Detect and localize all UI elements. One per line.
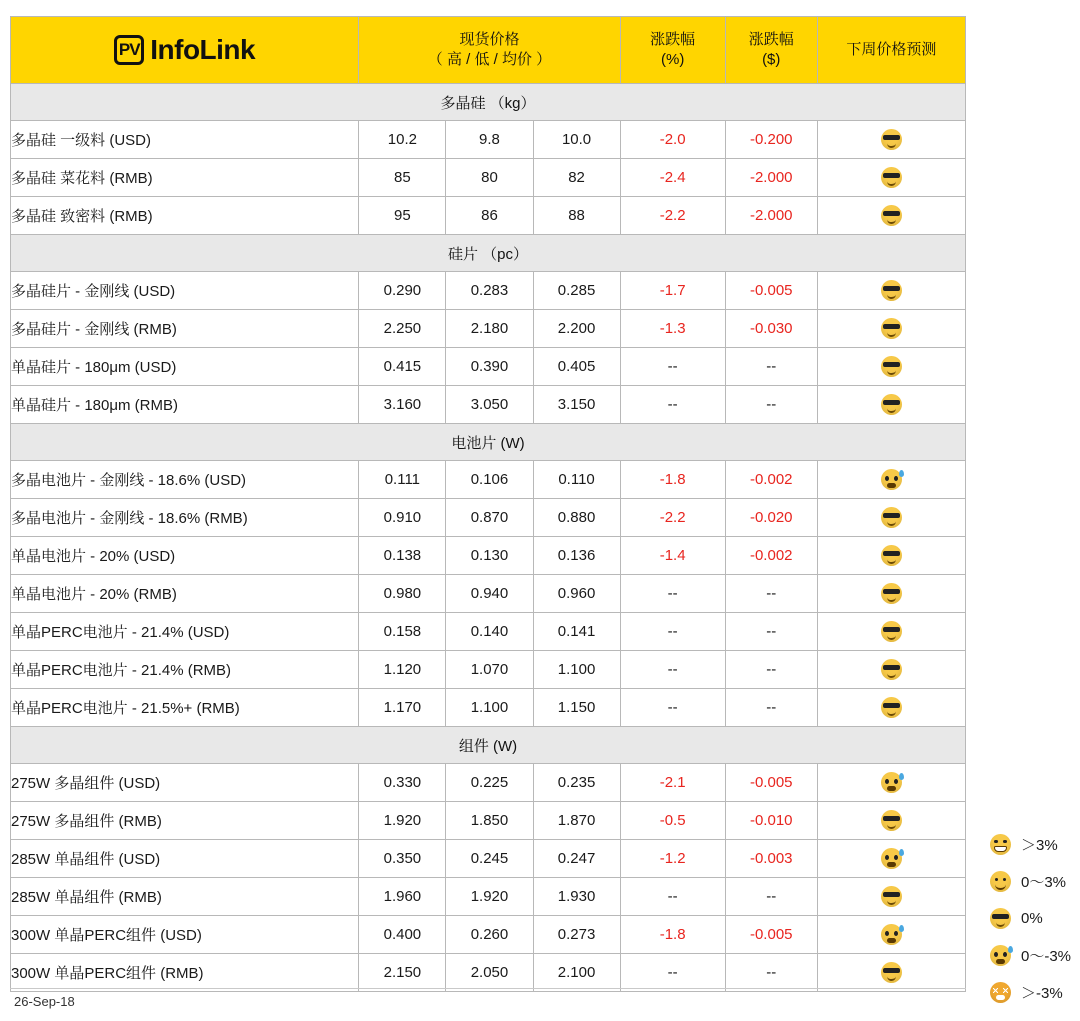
change-pct-cell: -- [620, 651, 725, 689]
brand-logo [114, 31, 255, 69]
change-usd-cell: -- [725, 613, 817, 651]
forecast-cell [817, 159, 965, 197]
change-usd-cell: -- [725, 386, 817, 424]
change-pct-cell: -1.3 [620, 310, 725, 348]
product-name-cell: 多晶硅片 - 金刚线 (RMB) [11, 310, 359, 348]
emoji-sunglasses-icon [881, 697, 902, 718]
forecast-cell [817, 348, 965, 386]
emoji-sunglasses-icon [881, 545, 902, 566]
legend [990, 826, 1076, 1011]
emoji-smile-icon [990, 871, 1011, 892]
pv-badge-icon: PV [114, 35, 144, 65]
price-low-cell: 0.225 [446, 764, 533, 802]
product-name-cell: 单晶PERC电池片 - 21.4% (USD) [11, 613, 359, 651]
section-header-row [11, 84, 966, 121]
product-name-cell: 单晶硅片 - 180μm (RMB) [11, 386, 359, 424]
price-high-cell: 0.415 [359, 348, 446, 386]
legend-item [990, 974, 1076, 1011]
product-name-cell: 单晶电池片 - 20% (USD) [11, 537, 359, 575]
footer-divider [10, 988, 966, 989]
change-pct-cell: -1.2 [620, 840, 725, 878]
forecast-cell [817, 840, 965, 878]
price-low-cell: 0.140 [446, 613, 533, 651]
col-header-forecast-line1: 下周价格预测 [846, 40, 937, 58]
price-avg-cell: 1.150 [533, 689, 620, 727]
product-name-cell: 单晶电池片 - 20% (RMB) [11, 575, 359, 613]
change-usd-cell: -0.002 [725, 537, 817, 575]
price-avg-cell: 1.100 [533, 651, 620, 689]
legend-item-label: 0% [1021, 910, 1043, 927]
change-usd-cell: -0.200 [725, 121, 817, 159]
change-usd-cell: -0.010 [725, 802, 817, 840]
emoji-sunglasses-icon [881, 583, 902, 604]
price-high-cell: 0.158 [359, 613, 446, 651]
emoji-sunglasses-icon [990, 908, 1011, 929]
change-pct-cell: -0.5 [620, 802, 725, 840]
emoji-sunglasses-icon [881, 280, 902, 301]
product-name-cell: 275W 多晶组件 (RMB) [11, 802, 359, 840]
table-row [11, 613, 966, 651]
price-avg-cell: 1.870 [533, 802, 620, 840]
change-usd-cell: -- [725, 878, 817, 916]
col-header-forecast [817, 17, 965, 84]
price-high-cell: 0.400 [359, 916, 446, 954]
change-pct-cell: -- [620, 348, 725, 386]
change-pct-cell: -- [620, 613, 725, 651]
forecast-cell [817, 764, 965, 802]
product-name-cell: 300W 单晶PERC组件 (USD) [11, 916, 359, 954]
legend-item-label: 0～3% [1021, 874, 1067, 891]
col-header-change-pct-line1: 涨跌幅 [650, 30, 696, 48]
emoji-cold-sweat-icon [881, 469, 902, 490]
emoji-sunglasses-icon [881, 167, 902, 188]
forecast-cell [817, 461, 965, 499]
change-pct-cell: -2.0 [620, 121, 725, 159]
product-name-cell: 多晶硅 一级料 (USD) [11, 121, 359, 159]
col-header-change-pct [620, 17, 725, 84]
brand-logo-cell [11, 17, 359, 84]
product-name-cell: 多晶电池片 - 金刚线 - 18.6% (RMB) [11, 499, 359, 537]
emoji-sunglasses-icon [881, 205, 902, 226]
price-avg-cell: 0.405 [533, 348, 620, 386]
price-low-cell: 9.8 [446, 121, 533, 159]
price-low-cell: 80 [446, 159, 533, 197]
price-avg-cell: 82 [533, 159, 620, 197]
change-usd-cell: -- [725, 575, 817, 613]
col-header-change-usd [725, 17, 817, 84]
table-row [11, 575, 966, 613]
legend-item-label: ＞-3% [1021, 985, 1063, 1002]
col-header-spot-price-line1: 现货价格 [459, 30, 520, 48]
col-header-change-usd-line1: 涨跌幅 [748, 30, 794, 48]
change-usd-cell: -2.000 [725, 197, 817, 235]
change-pct-cell: -2.4 [620, 159, 725, 197]
price-low-cell: 2.050 [446, 954, 533, 992]
table-row [11, 272, 966, 310]
emoji-sunglasses-icon [881, 886, 902, 907]
price-low-cell: 1.850 [446, 802, 533, 840]
price-low-cell: 3.050 [446, 386, 533, 424]
price-high-cell: 3.160 [359, 386, 446, 424]
change-usd-cell: -- [725, 651, 817, 689]
emoji-sunglasses-icon [881, 621, 902, 642]
forecast-cell [817, 499, 965, 537]
change-pct-cell: -- [620, 954, 725, 992]
change-usd-cell: -0.005 [725, 916, 817, 954]
product-name-cell: 单晶PERC电池片 - 21.4% (RMB) [11, 651, 359, 689]
section-header-row [11, 235, 966, 272]
emoji-cold-sweat-icon [881, 924, 902, 945]
section-title: 多晶硅 （kg） [11, 84, 966, 121]
footer-date: 26-Sep-18 [14, 994, 75, 1009]
legend-item-label: ＞3% [1021, 837, 1058, 854]
price-low-cell: 1.070 [446, 651, 533, 689]
emoji-sunglasses-icon [881, 507, 902, 528]
table-row [11, 651, 966, 689]
change-pct-cell: -2.2 [620, 499, 725, 537]
product-name-cell: 多晶硅 致密料 (RMB) [11, 197, 359, 235]
table-row [11, 878, 966, 916]
price-avg-cell: 0.880 [533, 499, 620, 537]
legend-item-label: 0～-3% [1021, 948, 1072, 965]
table-row [11, 689, 966, 727]
price-high-cell: 2.250 [359, 310, 446, 348]
price-high-cell: 0.910 [359, 499, 446, 537]
price-low-cell: 0.130 [446, 537, 533, 575]
change-pct-cell: -- [620, 689, 725, 727]
price-high-cell: 0.330 [359, 764, 446, 802]
emoji-grin-icon [990, 834, 1011, 855]
product-name-cell: 300W 单晶PERC组件 (RMB) [11, 954, 359, 992]
forecast-cell [817, 802, 965, 840]
legend-item [990, 937, 1076, 974]
price-low-cell: 0.940 [446, 575, 533, 613]
price-high-cell: 1.960 [359, 878, 446, 916]
change-usd-cell: -0.005 [725, 272, 817, 310]
brand-name: InfoLink [150, 34, 256, 66]
forecast-cell [817, 386, 965, 424]
forecast-cell [817, 537, 965, 575]
price-high-cell: 0.980 [359, 575, 446, 613]
change-usd-cell: -0.005 [725, 764, 817, 802]
forecast-cell [817, 575, 965, 613]
price-avg-cell: 10.0 [533, 121, 620, 159]
table-row [11, 840, 966, 878]
change-pct-cell: -1.7 [620, 272, 725, 310]
price-low-cell: 0.260 [446, 916, 533, 954]
price-high-cell: 0.290 [359, 272, 446, 310]
price-low-cell: 0.390 [446, 348, 533, 386]
table-row [11, 461, 966, 499]
price-high-cell: 2.150 [359, 954, 446, 992]
price-avg-cell: 2.100 [533, 954, 620, 992]
forecast-cell [817, 310, 965, 348]
table-row [11, 764, 966, 802]
col-header-spot-price-line2: （ 高 / 低 / 均价 ） [427, 51, 552, 68]
section-header-row [11, 727, 966, 764]
change-usd-cell: -- [725, 348, 817, 386]
change-pct-cell: -1.4 [620, 537, 725, 575]
price-low-cell: 86 [446, 197, 533, 235]
price-low-cell: 0.245 [446, 840, 533, 878]
change-usd-cell: -- [725, 689, 817, 727]
forecast-cell [817, 954, 965, 992]
price-avg-cell: 88 [533, 197, 620, 235]
emoji-sunglasses-icon [881, 394, 902, 415]
forecast-cell [817, 916, 965, 954]
product-name-cell: 多晶硅 菜花料 (RMB) [11, 159, 359, 197]
price-high-cell: 95 [359, 197, 446, 235]
section-title: 电池片 (W) [11, 424, 966, 461]
price-low-cell: 2.180 [446, 310, 533, 348]
product-name-cell: 285W 单晶组件 (USD) [11, 840, 359, 878]
table-row [11, 499, 966, 537]
product-name-cell: 285W 单晶组件 (RMB) [11, 878, 359, 916]
forecast-cell [817, 689, 965, 727]
product-name-cell: 多晶硅片 - 金刚线 (USD) [11, 272, 359, 310]
price-avg-cell: 0.247 [533, 840, 620, 878]
table-row [11, 159, 966, 197]
price-high-cell: 10.2 [359, 121, 446, 159]
price-sheet-page [0, 16, 1080, 1021]
price-avg-cell: 0.273 [533, 916, 620, 954]
price-high-cell: 1.120 [359, 651, 446, 689]
price-high-cell: 0.350 [359, 840, 446, 878]
emoji-cold-sweat-icon [881, 848, 902, 869]
price-high-cell: 0.138 [359, 537, 446, 575]
price-high-cell: 85 [359, 159, 446, 197]
emoji-sunglasses-icon [881, 659, 902, 680]
product-name-cell: 单晶PERC电池片 - 21.5%+ (RMB) [11, 689, 359, 727]
section-header-row [11, 424, 966, 461]
price-avg-cell: 0.960 [533, 575, 620, 613]
price-low-cell: 0.870 [446, 499, 533, 537]
change-usd-cell: -0.020 [725, 499, 817, 537]
table-row [11, 916, 966, 954]
product-name-cell: 多晶电池片 - 金刚线 - 18.6% (USD) [11, 461, 359, 499]
forecast-cell [817, 272, 965, 310]
change-pct-cell: -- [620, 878, 725, 916]
change-usd-cell: -0.002 [725, 461, 817, 499]
emoji-sunglasses-icon [881, 129, 902, 150]
price-avg-cell: 0.110 [533, 461, 620, 499]
section-title: 组件 (W) [11, 727, 966, 764]
col-header-spot-price [359, 17, 620, 84]
price-low-cell: 1.920 [446, 878, 533, 916]
table-row [11, 537, 966, 575]
price-low-cell: 0.283 [446, 272, 533, 310]
section-title: 硅片 （pc） [11, 235, 966, 272]
change-pct-cell: -2.1 [620, 764, 725, 802]
table-row [11, 802, 966, 840]
forecast-cell [817, 878, 965, 916]
emoji-sunglasses-icon [881, 318, 902, 339]
emoji-sunglasses-icon [881, 356, 902, 377]
price-avg-cell: 0.136 [533, 537, 620, 575]
col-header-change-pct-line2: (%) [660, 51, 685, 68]
forecast-cell [817, 121, 965, 159]
forecast-cell [817, 651, 965, 689]
legend-item [990, 863, 1076, 900]
change-usd-cell: -0.003 [725, 840, 817, 878]
change-pct-cell: -2.2 [620, 197, 725, 235]
price-high-cell: 1.170 [359, 689, 446, 727]
price-avg-cell: 3.150 [533, 386, 620, 424]
change-pct-cell: -1.8 [620, 916, 725, 954]
emoji-cold-sweat-icon [990, 945, 1011, 966]
price-high-cell: 0.111 [359, 461, 446, 499]
emoji-sunglasses-icon [881, 810, 902, 831]
legend-item [990, 900, 1076, 937]
table-row [11, 348, 966, 386]
table-row [11, 386, 966, 424]
change-pct-cell: -- [620, 575, 725, 613]
price-avg-cell: 1.930 [533, 878, 620, 916]
change-usd-cell: -2.000 [725, 159, 817, 197]
emoji-sunglasses-icon [881, 962, 902, 983]
price-avg-cell: 0.235 [533, 764, 620, 802]
table-row [11, 197, 966, 235]
change-pct-cell: -1.8 [620, 461, 725, 499]
table-row [11, 310, 966, 348]
legend-item [990, 826, 1076, 863]
price-low-cell: 1.100 [446, 689, 533, 727]
col-header-change-usd-line2: ($) [762, 51, 781, 68]
product-name-cell: 单晶硅片 - 180μm (USD) [11, 348, 359, 386]
forecast-cell [817, 613, 965, 651]
price-avg-cell: 0.141 [533, 613, 620, 651]
emoji-cold-sweat-icon [881, 772, 902, 793]
table-row [11, 954, 966, 992]
table-row [11, 121, 966, 159]
change-pct-cell: -- [620, 386, 725, 424]
price-low-cell: 0.106 [446, 461, 533, 499]
pv-price-table [10, 16, 966, 992]
price-avg-cell: 2.200 [533, 310, 620, 348]
price-avg-cell: 0.285 [533, 272, 620, 310]
change-usd-cell: -0.030 [725, 310, 817, 348]
price-high-cell: 1.920 [359, 802, 446, 840]
product-name-cell: 275W 多晶组件 (USD) [11, 764, 359, 802]
forecast-cell [817, 197, 965, 235]
table-header-row [11, 17, 966, 84]
change-usd-cell: -- [725, 954, 817, 992]
emoji-dizzy-icon [990, 982, 1011, 1003]
